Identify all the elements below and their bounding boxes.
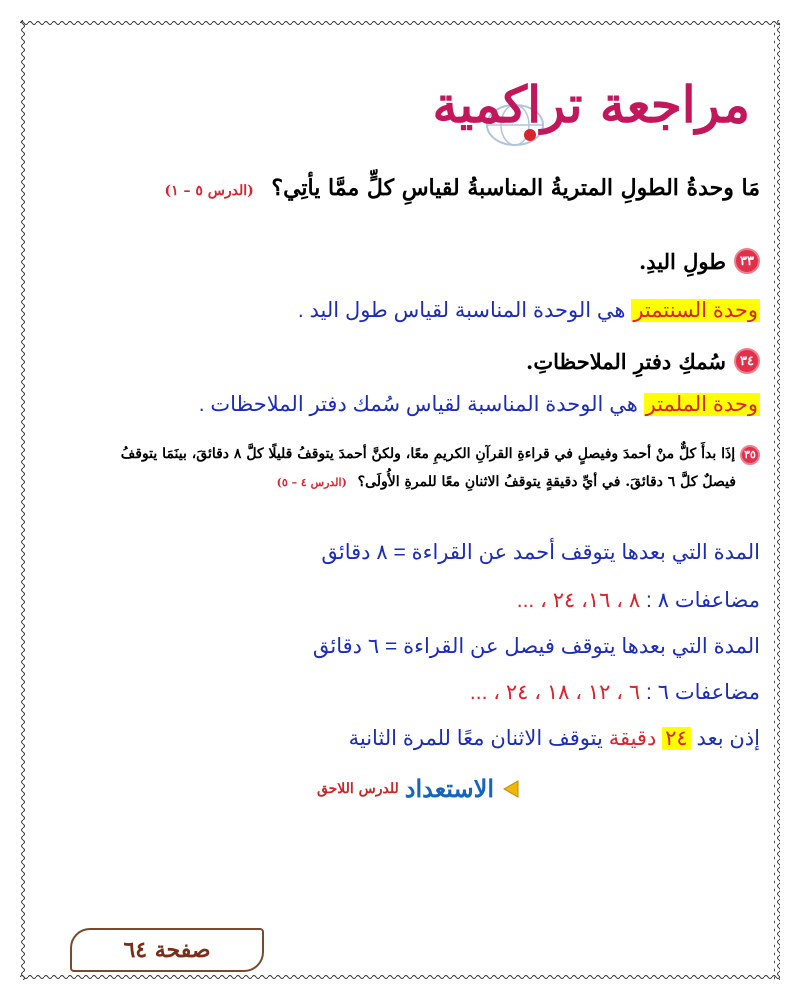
multiples-label: مضاعفات ٦ : [646, 681, 760, 704]
page-content [40, 30, 760, 970]
solution-line-1: المدة التي بعدها يتوقف أحمد عن القراءة = ٨ دقائق [321, 541, 760, 564]
conclusion-number: ٢٤ [662, 727, 691, 750]
answer-text: هي الوحدة المناسبة لقياس طول اليد . [297, 299, 632, 322]
problem-line-1 [40, 440, 760, 468]
answer-33 [298, 298, 760, 323]
problem-text-1: إذَا بدأَ كلٌّ منْ أحمدَ وفيصلٍ في قراءةِ القرآنِ الكريمِ معًا، ولكنَّ أحمدَ يتوقفُ قليلًا كلَّ ٨ دقائقَ، بينَمَا يتوقفُ [120, 446, 736, 462]
multiples-label: مضاعفات ٨ : [646, 589, 760, 612]
prep-subtitle: للدرس اللاحق [316, 780, 399, 797]
solution-line-5 [349, 726, 760, 751]
question-text: مَا وحدةُ الطولِ المتريةُ المناسبةُ لقياسِ كلٍّ ممَّا يأتِي؟ [271, 175, 760, 201]
arrow-icon [500, 779, 520, 799]
page-number: صفحة ٦٤ [123, 937, 211, 963]
word-problem-35 [40, 440, 760, 497]
exercise-text: سُمكِ دفترِ الملاحظاتِ. [526, 348, 726, 374]
header [420, 75, 760, 165]
exercise-number-badge: ٣٣ [734, 248, 760, 274]
prep-next-lesson [317, 774, 520, 803]
exercise-text: طولِ اليدِ. [638, 248, 726, 274]
problem-text-2: فيصلٌ كلَّ ٦ دقائقَ. في أيِّ دقيقةٍ يتوقفُ الاثنانِ معًا للمرةِ الأُولَى؟ [357, 474, 736, 490]
question-heading [164, 175, 760, 201]
prep-title: الاستعداد [404, 774, 494, 803]
exercise-number-badge: ٣٤ [734, 348, 760, 374]
conclusion-post: يتوقف الاثنان معًا للمرة الثانية [348, 727, 603, 750]
solution-line-4 [470, 680, 760, 705]
exercise-34 [526, 348, 760, 374]
lesson-reference: (الدرس ٤ – ٥) [276, 476, 347, 489]
answer-34 [199, 392, 760, 417]
multiples-values: ٦ ، ١٢ ، ١٨ ، ٢٤ ، ... [469, 681, 647, 704]
solution-line-2 [517, 588, 760, 613]
answer-highlight: وحدة السنتمتر [633, 299, 758, 322]
multiples-values: ٨ ، ١٦، ٢٤ ، ... [516, 589, 647, 612]
solution-line-3: المدة التي بعدها يتوقف فيصل عن القراءة = ٦ دقائق [312, 635, 760, 658]
conclusion-pre: إذن بعد [696, 727, 760, 750]
answer-highlight: وحدة الملمتر [645, 393, 758, 416]
exercise-33 [639, 248, 760, 274]
lesson-reference: (الدرس ٥ – ١) [164, 183, 254, 199]
page-number-box [70, 928, 264, 972]
answer-text: هي الوحدة المناسبة لقياس سُمك دفتر الملاحظات . [198, 393, 644, 416]
problem-line-2 [40, 468, 760, 497]
exercise-number-badge: ٣٥ [740, 445, 760, 465]
page-title: مراجعة تراكمية [432, 75, 750, 134]
conclusion-unit: دقيقة [608, 727, 657, 750]
